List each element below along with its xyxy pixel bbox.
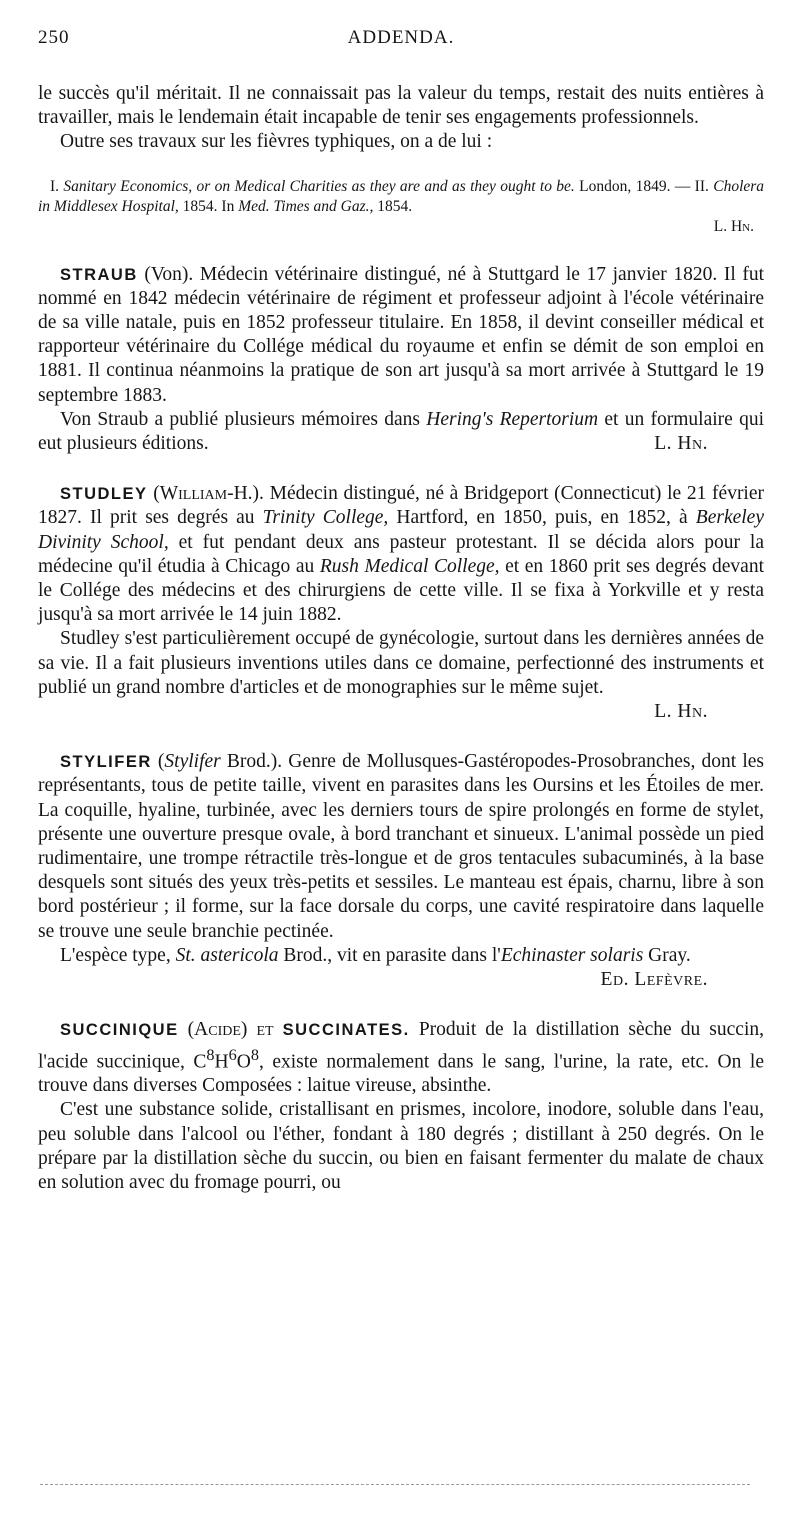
- entry-text: et en 1860 prit ses degrés devant le Collége des médecins et des chirurgiens de cette ville. Il se fixa à Yorkville et y resta jusqu'à sa mort arrivée le 14 juin 1882.: [38, 555, 764, 626]
- headword: STRAUB: [60, 265, 138, 284]
- page-bottom-rule: [40, 1484, 750, 1485]
- entry-paragraph-2: C'est une substance solide, cristallisant en prismes, incolore, inodore, soluble dans l'eau, peu soluble dans l'alcool ou l'éther, fondant à 180 degrés ; distillant à 250 degrés. On le prépare par la distillation sèche du succin, ou bien en faisant fermenter du malate de chaux en solution avec du fromage pourri, ou: [38, 1099, 764, 1194]
- bib-title-2: Cholera in Middlesex Hospital,: [38, 177, 765, 215]
- entry-text: Von Straub a publié plusieurs mémoires dans: [60, 408, 427, 430]
- entry-text: L'espèce type,: [60, 944, 176, 966]
- entry-paragraph: STYLIFER (Stylifer Brod.). Genre de Mollusques-Gastéropodes-Prosobranches, dont les représentants, tous de petite taille, vivent en parasites dans les Oursins et les Étoiles de mer. La coquille, hyaline, turbinée, avec les derniers tours de spire prolongés en forme de stylet, présente une ouverture presque ovale, à bord tranchant et sinueux. L'animal possède un pied rudimentaire, une trompe rétractile très-longue et de gros tentacules subacuminés, à la base desquels sont situés des yeux très-petits et sessiles. Le manteau est épais, charnu, libre à son bord postérieur ; il forme, sur la face dorsale du corps, une cavité respiratoire dans laquelle se trouve une seule branchie pectinée.: [38, 751, 765, 942]
- small-caps-word: et: [256, 1019, 274, 1041]
- bibliography: [38, 177, 764, 217]
- continuation-paragraph-2: Outre ses travaux sur les fièvres typhiques, on a de lui :: [60, 131, 493, 153]
- page-number: 250: [38, 27, 70, 48]
- entry-text: , existe normalement dans le sang, l'urine, la rate, etc. On le trouve dans diverses Composées : laitue vireuse, absinthe.: [38, 1051, 764, 1097]
- entry-paragraph: STUDLEY (William-H.). Médecin distingué, né à Bridgeport (Connecticut) le 21 février 1827. Il prit ses degrés au Trinity College, Hartford, en 1850, puis, en 1852, à Berkeley Divinity School, et fut pendant deux ans pasteur protestant. Il se décida alors pour la médecine qu'il étudia à Chicago au Rush Medical College, et en 1860 prit ses degrés devant le Collége des médecins et des chirurgiens de cette ville. Il se fixa à Yorkville et y resta jusqu'à sa mort arrivée le 14 juin 1882.: [38, 483, 765, 626]
- bib-num-1: I.: [50, 177, 60, 195]
- entry-stylifer: [38, 750, 764, 992]
- headword: SUCCINIQUE: [60, 1021, 179, 1040]
- formula-superscript: 8: [206, 1045, 215, 1064]
- entry-text: (Von). Médecin vétérinaire distingué, né à Stuttgard le 17 janvier 1820. Il fut nommé en 1842 médecin vétérinaire de régiment et professeur adjoint à l'école vétérinaire de sa ville natale, puis en 1852 professeur titulaire. En 1858, il devint conseiller médical et rapporteur vétérinaire du Collége médical du royaume et enfin se démit de son emploi en 1881. Il continua néanmoins la pratique de son art jusqu'à sa mort arrivée à Stuttgard le 19 septembre 1883.: [38, 263, 764, 406]
- bib-title-1: Sanitary Economics, or on Medical Charities as they are and as they ought to be.: [63, 177, 575, 195]
- italic-title: Hering's Repertorium: [426, 408, 599, 430]
- signature: L. Hn.: [654, 433, 708, 455]
- italic-title: Berkeley Divinity School,: [38, 507, 764, 553]
- italic-species: St. astericola: [175, 944, 279, 966]
- italic-title: Trinity College,: [262, 507, 389, 529]
- entry-straub: [38, 263, 764, 457]
- entry-text: et un formulaire qui eut plusieurs éditions.: [38, 408, 764, 455]
- entry-text: Studley s'est particulièrement occupé de gynécologie, surtout dans les dernières années de sa vie. Il a fait plusieurs inventions utiles dans ce domaine, perfectionné des instruments et publié un grand nombre d'articles et de monographies sur le même sujet.: [38, 628, 764, 698]
- entry-paragraph-2: [38, 944, 764, 991]
- entry-text: H: [214, 1051, 229, 1072]
- entry-paragraph-2: [38, 627, 764, 723]
- running-title: ADDENDA.: [347, 27, 455, 48]
- signature: L. Hn.: [654, 701, 708, 723]
- headword: STUDLEY: [60, 485, 148, 504]
- entry-paragraph: SUCCINIQUE (Acide) et SUCCINATES. Produit de la distillation sèche du succin, l'acide succinique, $C^8H^6O^8$, existe normalement dans le sang, l'urine, la rate, etc. On le trouve dans diverses Composées : laitue vireuse, absinthe.: [38, 1019, 764, 1097]
- bib-part-1: London, 1849. — II.: [579, 177, 709, 195]
- entry-paragraph: [38, 263, 764, 408]
- entry-studley: [38, 482, 764, 724]
- signature: Ed. Lefèvre.: [600, 969, 708, 991]
- headword-2: SUCCINATES.: [282, 1021, 410, 1040]
- bib-part-2: 1854. In: [182, 197, 235, 215]
- signature: L. Hn.: [713, 217, 754, 235]
- page-header: [38, 26, 764, 56]
- headword: STYLIFER: [60, 753, 152, 772]
- name-small-caps: William-H.: [159, 483, 253, 505]
- entry-continuation: [38, 82, 764, 237]
- bib-part-3: 1854.: [377, 197, 413, 215]
- entry-text: Gray.: [643, 944, 691, 966]
- italic-title: Rush Medical College,: [319, 555, 500, 577]
- italic-name: Stylifer: [164, 751, 221, 773]
- entry-text: Produit de la distillation sèche du succin, l'acide succinique, C: [38, 1019, 764, 1072]
- entry-paragraph-2: [38, 408, 764, 456]
- entry-text: Brod., vit en parasite dans l': [278, 944, 501, 966]
- continuation-paragraph: le succès qu'il méritait. Il ne connaissait pas la valeur du temps, restait des nuits entières à travailler, mais le lendemain était incapable de tenir ses engagements professionnels.: [38, 83, 764, 129]
- bib-title-3: Med. Times and Gaz.,: [238, 197, 374, 215]
- entry-text: et fut pendant deux ans pasteur protestant. Il se décida alors pour la médecine qu'il étudia à Chicago au: [38, 531, 765, 577]
- entry-text: Brod.). Genre de Mollusques-Gastéropodes-Prosobranches, dont les représentants, tous de petite taille, vivent en parasites dans les Oursins et les Étoiles de mer. La coquille, hyaline, turbinée, avec les derniers tours de spire prolongés en forme de stylet, présente une ouverture presque ovale, à bord tranchant et sinueux. L'animal possède un pied rudimentaire, une trompe rétractile très-longue et de gros tentacules subacuminés, à la base desquels sont situés des yeux très-petits et sessiles. Le manteau est épais, charnu, libre à son bord postérieur ; il forme, sur la face dorsale du corps, une cavité respiratoire dans laquelle se trouve une seule branchie pectinée.: [38, 751, 765, 942]
- italic-species: Echinaster solaris: [500, 944, 644, 966]
- entry-text: ). Médecin distingué, né à Bridgeport (Connecticut) le 21 février 1827. Il prit ses degrés au: [38, 483, 764, 529]
- small-caps-word: Acide: [194, 1019, 241, 1041]
- formula-superscript: 6: [228, 1045, 237, 1064]
- entry-succinique: [38, 1018, 764, 1195]
- entry-text: Hartford, en 1850, puis, en 1852, à: [388, 507, 696, 529]
- formula-superscript: 8: [250, 1045, 259, 1064]
- entry-text: O: [236, 1051, 251, 1072]
